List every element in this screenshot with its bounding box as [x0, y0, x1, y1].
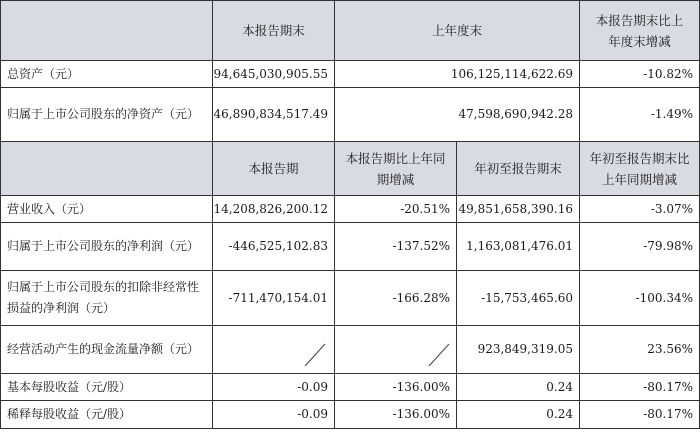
- header1-blank: [0, 0, 213, 61]
- row-total-assets-change: -10.82%: [580, 61, 700, 88]
- row-net-profit-v3: 1,163,081,476.01: [457, 223, 580, 271]
- row-net-assets-label: 归属于上市公司股东的净资产（元）: [0, 88, 213, 142]
- row-basic-eps-v4: -80.17%: [580, 374, 700, 401]
- row-revenue-v2: -20.51%: [335, 196, 457, 223]
- header1-change: 本报告期末比上年度末增减: [580, 0, 700, 61]
- row-total-assets-current: 94,645,030,905.55: [213, 61, 335, 88]
- row-revenue-v3: 49,851,658,390.16: [457, 196, 580, 223]
- row-revenue-label: 营业收入（元）: [0, 196, 213, 223]
- row-basic-eps-v2: -136.00%: [335, 374, 457, 401]
- row-adjusted-profit-v3: -15,753,465.60: [457, 271, 580, 326]
- row-net-profit-v4: -79.98%: [580, 223, 700, 271]
- header1-current-period-end: 本报告期末: [213, 0, 335, 61]
- row-adjusted-profit-label: 归属于上市公司股东的扣除非经常性损益的净利润（元）: [0, 271, 213, 326]
- row-net-profit-label: 归属于上市公司股东的净利润（元）: [0, 223, 213, 271]
- row-revenue-v1: 14,208,826,200.12: [213, 196, 335, 223]
- row-net-profit-v1: -446,525,102.83: [213, 223, 335, 271]
- row-adjusted-profit-v1: -711,470,154.01: [213, 271, 335, 326]
- header1-prior-year-end: 上年度末: [335, 0, 580, 61]
- header2-ytd-change: 年初至报告期末比上年同期增减: [580, 142, 700, 196]
- row-revenue-v4: -3.07%: [580, 196, 700, 223]
- row-cash-flow-v1-not-applicable: [213, 326, 335, 374]
- row-total-assets-label: 总资产（元）: [0, 61, 213, 88]
- row-cash-flow-v4: 23.56%: [580, 326, 700, 374]
- row-diluted-eps-v2: -136.00%: [335, 401, 457, 429]
- row-net-assets-change: -1.49%: [580, 88, 700, 142]
- row-diluted-eps-v4: -80.17%: [580, 401, 700, 429]
- row-adjusted-profit-v4: -100.34%: [580, 271, 700, 326]
- row-cash-flow-v3: 923,849,319.05: [457, 326, 580, 374]
- diagonal-slash-icon: [213, 326, 335, 374]
- row-diluted-eps-v1: -0.09: [213, 401, 335, 429]
- row-adjusted-profit-v2: -166.28%: [335, 271, 457, 326]
- row-total-assets-prior: 106,125,114,622.69: [335, 61, 580, 88]
- row-diluted-eps-v3: 0.24: [457, 401, 580, 429]
- header2-ytd: 年初至报告期末: [457, 142, 580, 196]
- diagonal-slash-icon: [335, 326, 457, 374]
- row-cash-flow-v2-not-applicable: [335, 326, 457, 374]
- row-net-assets-current: 46,890,834,517.49: [213, 88, 335, 142]
- row-basic-eps-v1: -0.09: [213, 374, 335, 401]
- row-net-profit-v2: -137.52%: [335, 223, 457, 271]
- header2-blank: [0, 142, 213, 196]
- row-cash-flow-label: 经营活动产生的现金流量净额（元）: [0, 326, 213, 374]
- row-basic-eps-label: 基本每股收益（元/股）: [0, 374, 213, 401]
- header2-current-period: 本报告期: [213, 142, 335, 196]
- header2-period-change: 本报告期比上年同期增减: [335, 142, 457, 196]
- row-net-assets-prior: 47,598,690,942.28: [335, 88, 580, 142]
- row-diluted-eps-label: 稀释每股收益（元/股）: [0, 401, 213, 429]
- row-basic-eps-v3: 0.24: [457, 374, 580, 401]
